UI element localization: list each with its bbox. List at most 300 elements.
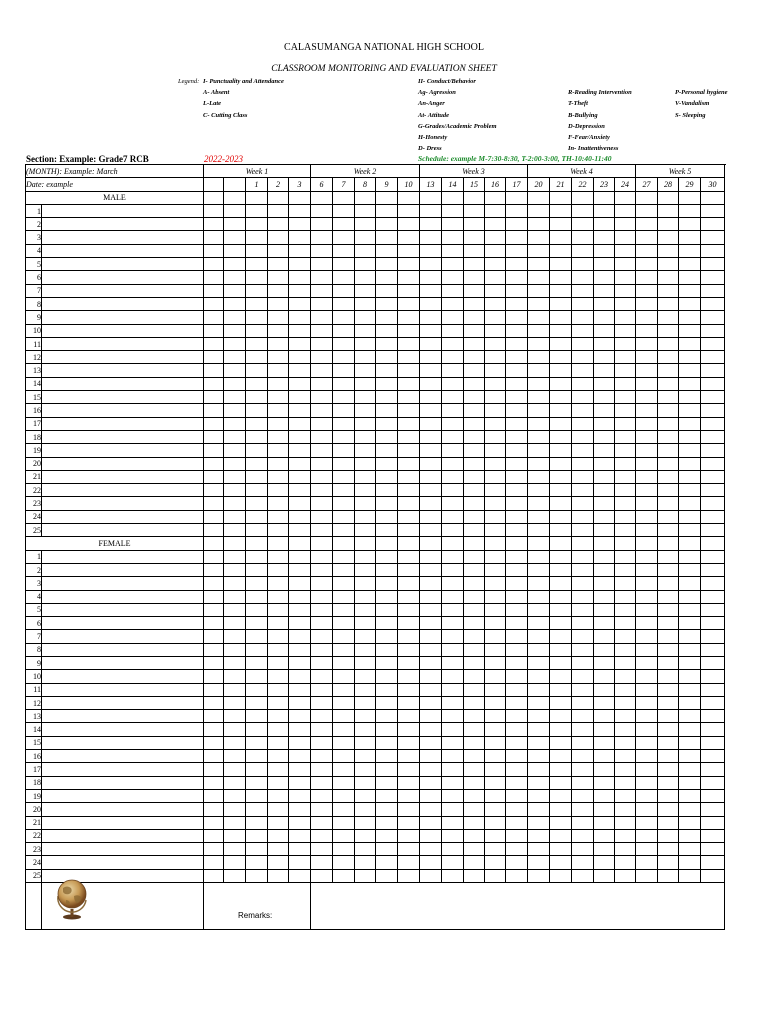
grid-cell [594,590,615,603]
grid-cell [658,843,679,856]
student-row [26,524,725,537]
grid-cell [658,244,679,257]
student-row [26,856,725,869]
student-name-cell [42,271,204,284]
row-number: 13 [26,710,42,723]
grid-cell [311,710,333,723]
grid-cell [528,763,550,776]
grid-cell [376,710,398,723]
grid-cell [615,457,636,470]
grid-cell [355,470,376,483]
grid-cell [204,856,224,869]
grid-cell [355,191,376,204]
grid-cell [528,563,550,576]
grid-cell [615,430,636,443]
student-name-cell [42,763,204,776]
row-number: 23 [26,497,42,510]
grid-cell [442,204,464,217]
grid-cell [636,750,658,763]
grid-cell [615,484,636,497]
grid-cell [701,696,725,709]
grid-cell [550,404,572,417]
student-row [26,563,725,576]
grid-cell [658,776,679,789]
grid-cell [679,603,701,616]
student-name-cell [42,258,204,271]
grid-cell [355,231,376,244]
grid-cell [485,244,506,257]
grid-cell [442,617,464,630]
grid-cell [420,670,442,683]
grid-cell [289,470,311,483]
grid-cell [506,457,528,470]
grid-cell [485,457,506,470]
grid-cell [528,643,550,656]
grid-cell [355,710,376,723]
grid-cell [224,843,246,856]
grid-cell [420,643,442,656]
row-number: 4 [26,590,42,603]
grid-cell [615,324,636,337]
grid-cell [572,497,594,510]
grid-cell [289,430,311,443]
grid-cell [679,337,701,350]
grid-cell [311,524,333,537]
grid-cell [679,417,701,430]
grid-cell [464,816,485,829]
grid-cell [594,577,615,590]
grid-cell [701,643,725,656]
grid-cell [289,218,311,231]
student-name-cell [42,683,204,696]
grid-cell [333,351,355,364]
grid-cell [420,391,442,404]
row-number: 11 [26,337,42,350]
grid-cell [506,630,528,643]
grid-cell [594,404,615,417]
grid-cell [246,829,268,842]
day-cell: 3 [289,178,311,191]
grid-cell [528,590,550,603]
grid-cell [268,284,289,297]
grid-cell [658,204,679,217]
grid-cell [594,843,615,856]
grid-cell [289,750,311,763]
grid-cell [636,191,658,204]
grid-cell [333,377,355,390]
grid-cell [268,204,289,217]
grid-cell [355,550,376,563]
grid-cell [224,670,246,683]
grid-cell [355,417,376,430]
grid-cell [594,311,615,324]
grid-cell [528,404,550,417]
grid-cell [572,430,594,443]
grid-cell [636,417,658,430]
grid-cell [572,470,594,483]
grid-cell [442,284,464,297]
grid-cell [506,776,528,789]
grid-cell [268,258,289,271]
grid-cell [420,191,442,204]
grid-cell [528,497,550,510]
row-number: 3 [26,577,42,590]
grid-cell [224,723,246,736]
grid-cell [246,776,268,789]
grid-cell [550,284,572,297]
student-row [26,351,725,364]
grid-cell [311,457,333,470]
grid-cell [376,364,398,377]
grid-cell [289,271,311,284]
grid-cell [376,537,398,550]
grid-cell [398,484,420,497]
grid-cell [311,550,333,563]
grid-cell [658,444,679,457]
grid-cell [289,776,311,789]
grid-cell [311,630,333,643]
grid-cell [528,736,550,749]
grid-cell [615,736,636,749]
grid-cell [442,696,464,709]
grid-cell [355,763,376,776]
grid-cell [376,723,398,736]
grid-cell [658,603,679,616]
grid-cell [376,643,398,656]
grid-cell [289,617,311,630]
grid-cell [701,351,725,364]
grid-cell [506,191,528,204]
grid-cell [333,550,355,563]
grid-cell [376,258,398,271]
grid-cell [442,803,464,816]
grid-cell [333,829,355,842]
student-row [26,417,725,430]
remarks-cell [311,883,725,930]
grid-cell [506,391,528,404]
grid-cell [506,524,528,537]
grid-cell [594,803,615,816]
legend-item: Ag- Agression [418,89,456,96]
grid-cell [420,603,442,616]
legend-item: A- Absent [203,89,230,96]
grid-cell [550,351,572,364]
grid-cell [506,364,528,377]
grid-cell [528,829,550,842]
grid-cell [594,750,615,763]
grid-cell [333,670,355,683]
grid-cell [528,204,550,217]
grid-cell [615,258,636,271]
grid-cell [224,510,246,523]
student-name-cell [42,457,204,470]
grid-cell [420,696,442,709]
grid-cell [398,750,420,763]
student-name-cell [42,803,204,816]
grid-cell [333,656,355,669]
grid-cell [289,670,311,683]
grid-cell [636,444,658,457]
grid-cell [442,231,464,244]
row-number: 24 [26,856,42,869]
grid-cell [333,284,355,297]
grid-cell [224,271,246,284]
grid-cell [506,736,528,749]
grid-cell [636,763,658,776]
grid-cell [572,710,594,723]
grid-cell [333,524,355,537]
grid-cell [572,417,594,430]
grid-cell [398,364,420,377]
grid-cell [442,497,464,510]
grid-cell [246,430,268,443]
grid-cell [333,816,355,829]
grid-cell [701,710,725,723]
grid-cell [268,590,289,603]
student-name-cell [42,470,204,483]
grid-cell [679,856,701,869]
grid-cell [658,391,679,404]
grid-cell [615,617,636,630]
grid-cell [594,457,615,470]
grid-cell [572,218,594,231]
grid-cell [398,563,420,576]
grid-cell [701,191,725,204]
grid-cell [464,696,485,709]
grid-cell [311,856,333,869]
grid-cell [268,430,289,443]
grid-cell [464,577,485,590]
grid-cell [246,244,268,257]
student-name-cell [42,351,204,364]
grid-cell [701,789,725,802]
grid-cell [442,643,464,656]
sheet-title: CLASSROOM MONITORING AND EVALUATION SHEET [271,64,497,74]
grid-cell [289,656,311,669]
grid-cell [679,803,701,816]
grid-cell [398,577,420,590]
grid-cell [289,457,311,470]
day-cell: 17 [506,178,528,191]
grid-cell [528,776,550,789]
grid-cell [550,271,572,284]
grid-cell [355,789,376,802]
grid-cell [506,829,528,842]
grid-cell [679,204,701,217]
day-cell: 28 [658,178,679,191]
grid-cell [485,218,506,231]
grid-cell [420,218,442,231]
grid-cell [355,444,376,457]
grid-cell [658,816,679,829]
grid-cell [615,417,636,430]
row-number: 13 [26,364,42,377]
grid-cell [420,563,442,576]
grid-cell [464,524,485,537]
grid-cell [528,670,550,683]
grid-cell [485,337,506,350]
grid-cell [550,617,572,630]
student-row [26,244,725,257]
day-cell: 6 [311,178,333,191]
grid-cell [246,324,268,337]
grid-cell [224,324,246,337]
grid-cell [204,656,224,669]
grid-cell [464,723,485,736]
grid-cell [572,337,594,350]
grid-cell [506,284,528,297]
grid-cell [204,351,224,364]
grid-cell [506,670,528,683]
grid-cell [246,524,268,537]
grid-cell [311,656,333,669]
grid-cell [420,710,442,723]
grid-cell [398,789,420,802]
grid-cell [615,524,636,537]
grid-cell [376,417,398,430]
row-number: 1 [26,204,42,217]
grid-cell [420,337,442,350]
grid-cell [289,510,311,523]
grid-cell [311,191,333,204]
grid-cell [204,803,224,816]
grid-cell [701,204,725,217]
grid-cell [289,404,311,417]
grid-cell [246,630,268,643]
schedule-text: Schedule: example M-7:30-8:30, T-2:00-3:00, TH-10:40-11:40 [418,154,612,163]
grid-cell [204,337,224,350]
grid-cell [658,856,679,869]
grid-cell [224,391,246,404]
grid-cell [572,351,594,364]
student-row [26,457,725,470]
grid-cell [289,550,311,563]
grid-cell [594,377,615,390]
grid-cell [572,550,594,563]
grid-cell [224,258,246,271]
student-row [26,377,725,390]
grid-cell [311,736,333,749]
grid-cell [572,736,594,749]
grid-cell [268,750,289,763]
grid-cell [572,377,594,390]
grid-cell [594,537,615,550]
grid-cell [464,803,485,816]
grid-cell [464,404,485,417]
grid-cell [506,603,528,616]
grid-cell [528,271,550,284]
grid-cell [442,444,464,457]
grid-cell [679,311,701,324]
grid-cell [204,670,224,683]
grid-cell [224,683,246,696]
grid-cell [268,417,289,430]
grid-cell [464,750,485,763]
student-row [26,497,725,510]
grid-cell [204,816,224,829]
grid-cell [204,377,224,390]
grid-cell [572,271,594,284]
row-number: 2 [26,563,42,576]
grid-cell [528,284,550,297]
grid-cell [550,444,572,457]
grid-cell [572,617,594,630]
section-label: Section: Example: Grade7 RCB [26,154,149,164]
grid-cell [224,417,246,430]
row-number: 6 [26,271,42,284]
grid-cell [204,231,224,244]
grid-cell [464,736,485,749]
grid-cell [506,271,528,284]
grid-cell [355,736,376,749]
grid-cell [464,630,485,643]
grid-cell [420,244,442,257]
grid-cell [398,869,420,882]
grid-cell [268,683,289,696]
grid-cell [464,417,485,430]
legend-item: H-Honesty [418,134,448,141]
row-number: 2 [26,218,42,231]
student-name-cell [42,218,204,231]
grid-cell [701,391,725,404]
student-row [26,204,725,217]
grid-cell [550,324,572,337]
grid-cell [398,297,420,310]
grid-cell [376,869,398,882]
student-name-cell [42,204,204,217]
grid-cell [679,444,701,457]
grid-cell [615,843,636,856]
grid-cell [506,803,528,816]
grid-cell [268,630,289,643]
grid-cell [268,736,289,749]
grid-cell [420,617,442,630]
grid-cell [550,750,572,763]
legend-item: B-Bullying [568,112,598,119]
grid-cell [572,324,594,337]
grid-cell [420,284,442,297]
week-header: Week 5 [636,165,725,178]
grid-cell [311,258,333,271]
grid-cell [246,577,268,590]
row-number: 12 [26,696,42,709]
student-name-cell [42,364,204,377]
student-name-cell [42,696,204,709]
grid-cell [355,391,376,404]
grid-cell [355,377,376,390]
grid-cell [528,324,550,337]
grid-cell [594,470,615,483]
grid-cell [268,696,289,709]
grid-cell [289,643,311,656]
female-section-label: FEMALE [26,537,204,550]
grid-cell [289,311,311,324]
grid-cell [376,311,398,324]
grid-cell [679,869,701,882]
grid-cell [506,311,528,324]
row-number: 25 [26,524,42,537]
grid-cell [615,750,636,763]
grid-cell [701,244,725,257]
grid-cell [658,377,679,390]
grid-cell [679,391,701,404]
grid-cell [636,497,658,510]
grid-cell [679,710,701,723]
grid-cell [506,470,528,483]
grid-cell [572,484,594,497]
grid-cell [311,750,333,763]
grid-cell [355,750,376,763]
